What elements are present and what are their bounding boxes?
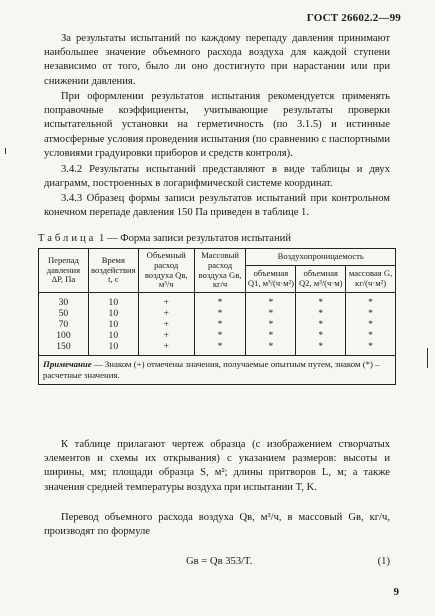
page-number: 9	[393, 586, 399, 598]
table-title	[38, 232, 398, 246]
table-row	[39, 330, 396, 341]
header-time: Время воздействия t, с	[88, 249, 138, 293]
header-pressure: Перепад давления ΔP, Па	[39, 249, 89, 293]
note-text: — Знаком (+) отмечены значения, получаемые опытным путем, знаком (*) – расчетные значения.	[43, 359, 380, 381]
paragraph-correction-factors: При оформлении результатов испытания рекомендуется применять поправочные коэффициенты, учитывающие результаты проверки испытательной установки на герметичность (по 3.1.5) и истинные атмосферные условия проведения испытания (по сравнению с паспортными условиями градуировки приборов и средств контроля).	[44, 91, 390, 159]
cell: 70	[39, 319, 89, 330]
cell: +	[138, 319, 194, 330]
cell: 30	[39, 293, 89, 309]
table-title-word: Таблица	[38, 233, 97, 244]
cell: *	[194, 293, 246, 309]
cell: 10	[88, 319, 138, 330]
cell: 10	[88, 341, 138, 356]
cell: *	[194, 308, 246, 319]
formula-1	[44, 556, 390, 572]
cell: *	[346, 341, 396, 356]
cell: *	[246, 308, 296, 319]
header-mass-g: массовая G, кг/(ч·м²)	[346, 265, 396, 293]
header-mass-flow: Массовый расход воздуха Gв, кг/ч	[194, 249, 246, 293]
table-row	[39, 293, 396, 309]
table-note	[39, 356, 396, 385]
formula-number: (1)	[377, 556, 390, 567]
paragraph-drawing-attachment: К таблице прилагают чертеж образца (с изображением створчатых элементов и схемы их открывания) с указанием размеров: высоты и ширины, мм; площади образца S, м²; длины притворов L, м; а также значения средней температуры воздуха при испытании T, K.	[44, 439, 390, 493]
cell: *	[246, 330, 296, 341]
header-air-permeability: Воздухопроницаемость	[246, 249, 396, 266]
cell: *	[346, 308, 396, 319]
paragraph-3-4-2: 3.4.2 Результаты испытаний представляют в виде таблицы и двух диаграмм, построенных в логарифмической системе координат.	[44, 164, 390, 190]
cell: 50	[39, 308, 89, 319]
cell: *	[296, 341, 346, 356]
cell: *	[194, 330, 246, 341]
note-label: Примечание	[43, 359, 92, 370]
cell: *	[296, 308, 346, 319]
header-volumetric-q2: объемная Q2, м³/(ч·м)	[296, 265, 346, 293]
margin-mark	[427, 348, 428, 368]
cell: *	[246, 293, 296, 309]
cell: +	[138, 308, 194, 319]
cell: +	[138, 341, 194, 356]
cell: *	[194, 341, 246, 356]
table-row	[39, 308, 396, 319]
cell: +	[138, 293, 194, 309]
table-row	[39, 319, 396, 330]
results-table	[38, 248, 396, 385]
cell: 10	[88, 293, 138, 309]
paragraph-3-4-3: 3.4.3 Образец формы записи результатов испытаний при контрольном конечном перепаде давления 150 Па приведен в таблице 1.	[44, 193, 390, 219]
header-volume-flow: Объемный расход воздуха Qв, м³/ч	[138, 249, 194, 293]
paragraph-results-accepted: За результаты испытаний по каждому перепаду давления принимают наибольшее значение объемного расхода воздуха для каждой ступени независимо от того, было ли оно достигнуто при нарастании или при снижении давления.	[44, 33, 390, 87]
cell: 10	[88, 330, 138, 341]
table-row	[39, 341, 396, 356]
cell: *	[296, 293, 346, 309]
header-volumetric-q1: объемная Q1, м³/(ч·м²)	[246, 265, 296, 293]
paragraph-conversion: Перевод объемного расхода воздуха Qв, м³/ч, в массовый Gв, кг/ч, производят по формуле	[44, 512, 390, 538]
cell: *	[246, 319, 296, 330]
margin-mark	[5, 148, 6, 154]
table-title-rest: 1 — Форма записи результатов испытаний	[96, 233, 291, 244]
cell: *	[296, 330, 346, 341]
document-header: ГОСТ 26602.2—99	[306, 12, 401, 24]
cell: *	[194, 319, 246, 330]
cell: *	[296, 319, 346, 330]
formula-expression: Gв = Qв 353/T.	[186, 556, 253, 567]
cell: *	[346, 293, 396, 309]
cell: *	[246, 341, 296, 356]
table-note-row	[39, 356, 396, 385]
cell: +	[138, 330, 194, 341]
cell: 100	[39, 330, 89, 341]
cell: *	[346, 319, 396, 330]
cell: 150	[39, 341, 89, 356]
cell: 10	[88, 308, 138, 319]
cell: *	[346, 330, 396, 341]
